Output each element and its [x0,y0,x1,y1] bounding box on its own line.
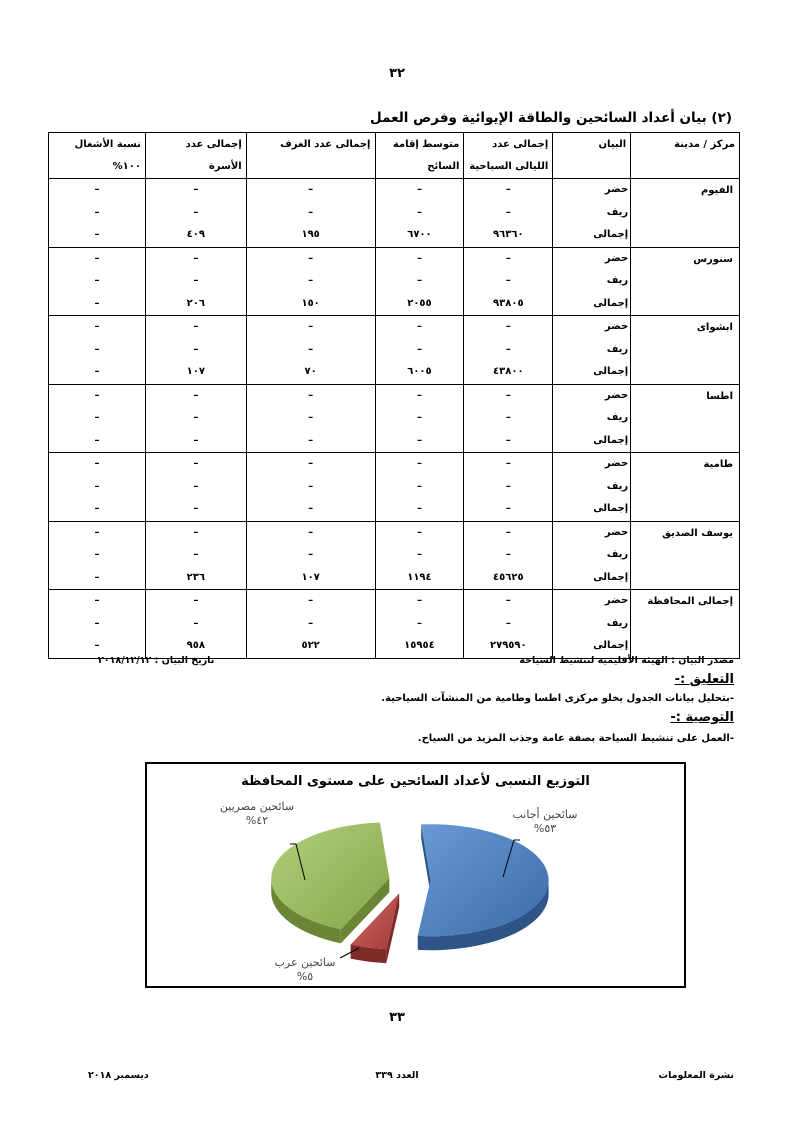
beds-cell-line: – [193,412,199,423]
rooms-cell-line: – [308,617,314,629]
rooms-cell [246,247,375,316]
statement-cell-line: إجمالى [593,434,629,446]
occupancy-cell-line: – [94,617,100,629]
header-occupancy: نسبة الأشغال ١٠٠% [49,133,146,179]
beds-cell [145,384,246,453]
table-row [49,590,740,659]
occupancy-cell-line: – [94,297,100,309]
avg-stay-cell-line: – [416,389,422,401]
occupancy-cell-line: – [94,206,100,218]
rooms-cell-line: – [308,252,314,264]
header-city: مركز / مدينة [631,133,740,179]
statement-cell-line: ريف [606,412,629,423]
occupancy-cell-line: – [94,343,100,355]
beds-cell-line: – [193,434,199,446]
beds-cell [145,316,246,385]
nights-cell [464,179,553,248]
statement-cell-line: إجمالى [593,366,629,377]
avg-stay-cell-line: – [416,595,422,606]
avg-stay-cell-line: – [416,275,422,286]
beds-cell-line: – [193,389,199,401]
beds-cell-line: ٩٥٨ [186,640,205,651]
rooms-cell-line: – [308,275,314,286]
beds-cell-line: ٢٣٦ [186,571,205,583]
statement-cell-line: ريف [606,549,629,560]
nights-cell-line: – [505,480,511,492]
occupancy-cell-line: – [94,458,100,469]
table-row [49,247,740,316]
avg-stay-cell-line: ٢٠٥٥ [407,297,432,309]
nights-cell-line: – [505,252,511,264]
nights-cell-line: – [505,321,511,332]
nights-cell-line: – [505,617,511,629]
beds-cell-line: – [193,480,199,492]
avg-stay-cell [375,590,464,659]
tourism-table [48,132,740,659]
nights-cell [464,316,553,385]
comment-text: -بتحليل بيانات الجدول يخلو مركزى اطسا وطامية من المنشآت السياحية. [381,693,734,704]
header-beds: إجمالى عدد الأسرة [145,133,246,179]
header-statement: البيان [553,133,631,179]
beds-cell-line: – [193,549,199,560]
occupancy-cell-line: – [94,595,100,606]
avg-stay-cell-line: – [416,549,422,560]
data-date: تاريخ البيان : ٢٠١٨/١٢/١٢ [98,655,215,666]
rooms-cell-line: – [308,434,314,446]
avg-stay-cell [375,453,464,522]
slice-label: سائحين أجانب [512,808,578,821]
statement-cell [553,247,631,316]
rooms-cell-line: – [308,503,314,514]
beds-cell-line: ١٠٧ [186,366,205,377]
avg-stay-cell-line: ١١٩٤ [407,571,432,583]
statement-cell [553,453,631,522]
city-cell: الفيوم [631,179,740,248]
city-cell: يوسف الصديق [631,521,740,590]
beds-cell-line: – [193,275,199,286]
nights-cell-line: ٩٣٨٠٥ [493,297,524,309]
statement-cell-line: ريف [606,275,629,286]
rooms-cell-line: – [308,206,314,218]
rooms-cell-line: – [308,526,314,538]
comment-heading: التعليق :- [674,672,734,687]
city-cell: ابشواى [631,316,740,385]
table-row [49,521,740,590]
statement-cell-line: حضر [604,252,629,264]
statement-cell [553,521,631,590]
statement-cell-line: حضر [604,595,629,606]
chart-title: التوزيع النسبى لأعداد السائحين على مستوى المحافظة [241,774,590,789]
beds-cell-line: – [193,503,199,514]
rooms-cell-line: – [308,480,314,492]
avg-stay-cell [375,247,464,316]
nights-cell-line: – [505,595,511,606]
occupancy-cell-line: – [94,321,100,332]
avg-stay-cell-line: – [416,412,422,423]
avg-stay-cell [375,521,464,590]
city-cell: إجمالى المحافظة [631,590,740,659]
avg-stay-cell-line: ٦٧٠٠ [407,229,432,240]
rooms-cell [246,179,375,248]
table-title: (٢) بيان أعداد السائحين والطاقة الإيوائية وفرص العمل [370,110,732,126]
slice-value-label: %٥٣ [533,822,557,835]
beds-cell [145,179,246,248]
rooms-cell-line: – [308,389,314,401]
avg-stay-cell [375,316,464,385]
occupancy-cell [49,384,146,453]
statement-cell-line: حضر [604,458,629,469]
statement-cell-line: حضر [604,184,629,195]
slice-label: سائحين مصريين [219,800,295,813]
occupancy-cell [49,316,146,385]
nights-cell-line: – [505,434,511,446]
beds-cell-line: ٤٠٩ [186,229,205,240]
table-row [49,384,740,453]
footer-month: ديسمبر ٢٠١٨ [88,1070,149,1081]
beds-cell [145,521,246,590]
nights-cell-line: – [505,412,511,423]
avg-stay-cell-line: – [416,206,422,218]
header-rooms: إجمالى عدد الغرف [246,133,375,179]
nights-cell-line: – [505,389,511,401]
avg-stay-cell-line: ١٥٩٥٤ [404,640,435,651]
avg-stay-cell-line: – [416,458,422,469]
beds-cell [145,453,246,522]
occupancy-cell-line: – [94,275,100,286]
beds-cell-line: – [193,252,199,264]
nights-cell-line: – [505,343,511,355]
avg-stay-cell-line: – [416,503,422,514]
avg-stay-cell-line: – [416,343,422,355]
footer-issue: العدد ٣٣٩ [375,1070,419,1081]
slice-label: سائحين عرب [274,956,336,969]
beds-cell-line: – [193,343,199,355]
statement-cell-line: إجمالى [593,571,629,583]
rooms-cell [246,316,375,385]
occupancy-cell [49,590,146,659]
statement-cell [553,179,631,248]
occupancy-cell-line: – [94,503,100,514]
avg-stay-cell [375,179,464,248]
occupancy-cell-line: – [94,389,100,401]
pie-chart [145,762,686,988]
table-row [49,453,740,522]
rooms-cell-line: ١٠٧ [301,571,320,583]
beds-cell [145,590,246,659]
nights-cell-line: ٩٦٣٦٠ [493,229,524,240]
statement-cell-line: إجمالى [593,503,629,514]
statement-cell-line: حضر [604,389,629,401]
recommendation-heading: التوصية :- [670,710,734,725]
nights-cell-line: – [505,503,511,514]
nights-cell [464,590,553,659]
nights-cell-line: – [505,458,511,469]
data-source: مصدر البيان : الهيئة الأقليمية لتنشيط السياحة [519,655,734,666]
page-number-top: ٣٢ [389,66,405,81]
city-cell: طامية [631,453,740,522]
occupancy-cell-line: – [94,480,100,492]
nights-cell-line: – [505,275,511,286]
avg-stay-cell-line: – [416,252,422,264]
rooms-cell [246,590,375,659]
statement-cell-line: ريف [606,617,629,629]
rooms-cell-line: ١٥٠ [301,297,320,309]
city-cell: سنورس [631,247,740,316]
avg-stay-cell-line: – [416,617,422,629]
statement-cell-line: ريف [606,206,629,218]
occupancy-cell [49,179,146,248]
nights-cell [464,453,553,522]
occupancy-cell [49,521,146,590]
occupancy-cell-line: – [94,229,100,240]
occupancy-cell-line: – [94,640,100,651]
occupancy-cell-line: – [94,252,100,264]
recommendation-text: -العمل على تنشيط السياحة بصفة عامة وجذب المزيد من السياح. [417,733,734,744]
beds-cell-line: – [193,321,199,332]
occupancy-cell [49,453,146,522]
footer-publication: نشرة المعلومات [658,1070,734,1081]
occupancy-cell-line: – [94,366,100,377]
occupancy-cell-line: – [94,549,100,560]
beds-cell-line: – [193,595,199,606]
statement-cell-line: ريف [606,343,629,355]
nights-cell [464,247,553,316]
page-number-bottom: ٣٣ [389,1010,405,1025]
rooms-cell-line: – [308,458,314,469]
statement-cell-line: ريف [606,480,629,492]
avg-stay-cell-line: – [416,526,422,538]
beds-cell-line: – [193,458,199,469]
statement-cell [553,384,631,453]
nights-cell-line: – [505,206,511,218]
beds-cell-line: – [193,617,199,629]
beds-cell-line: ٢٠٦ [186,297,205,309]
statement-cell-line: حضر [604,321,629,332]
rooms-cell-line: – [308,343,314,355]
occupancy-cell-line: – [94,184,100,195]
rooms-cell [246,453,375,522]
table-header-row [49,133,740,179]
rooms-cell-line: – [308,595,314,606]
avg-stay-cell-line: – [416,184,422,195]
occupancy-cell [49,247,146,316]
occupancy-cell-line: – [94,412,100,423]
nights-cell-line: – [505,526,511,538]
statement-cell [553,590,631,659]
header-avg-stay: متوسط إقامة السائح [375,133,464,179]
rooms-cell-line: ١٩٥ [301,229,320,240]
rooms-cell-line: – [308,412,314,423]
rooms-cell-line: – [308,321,314,332]
avg-stay-cell-line: – [416,321,422,332]
nights-cell [464,521,553,590]
beds-cell-line: – [193,526,199,538]
statement-cell-line: إجمالى [593,229,629,240]
beds-cell-line: – [193,184,199,195]
rooms-cell-line: ٧٠ [304,366,317,377]
occupancy-cell-line: – [94,526,100,538]
rooms-cell-line: – [308,549,314,560]
nights-cell-line: ٤٣٨٠٠ [493,366,524,377]
nights-cell-line: ٤٥٦٢٥ [493,571,524,583]
occupancy-cell-line: – [94,571,100,583]
header-nights: إجمالى عدد الليالى السياحية [464,133,553,179]
avg-stay-cell-line: – [416,480,422,492]
city-cell: اطسا [631,384,740,453]
table-row [49,316,740,385]
nights-cell-line: – [505,549,511,560]
slice-value-label: %٤٢ [245,814,269,827]
nights-cell [464,384,553,453]
avg-stay-cell [375,384,464,453]
rooms-cell-line: – [308,184,314,195]
statement-cell-line: إجمالى [593,640,629,651]
avg-stay-cell-line: – [416,434,422,446]
avg-stay-cell-line: ٦٠٠٥ [407,366,432,377]
occupancy-cell-line: – [94,434,100,446]
rooms-cell-line: ٥٢٢ [301,640,320,651]
statement-cell-line: حضر [604,526,629,538]
nights-cell-line: – [505,184,511,195]
statement-cell [553,316,631,385]
table-row [49,179,740,248]
rooms-cell [246,521,375,590]
beds-cell-line: – [193,206,199,218]
rooms-cell [246,384,375,453]
nights-cell-line: ٢٧٩٥٩٠ [490,640,527,651]
slice-value-label: %٥ [296,970,314,983]
statement-cell-line: إجمالى [593,297,629,309]
beds-cell [145,247,246,316]
